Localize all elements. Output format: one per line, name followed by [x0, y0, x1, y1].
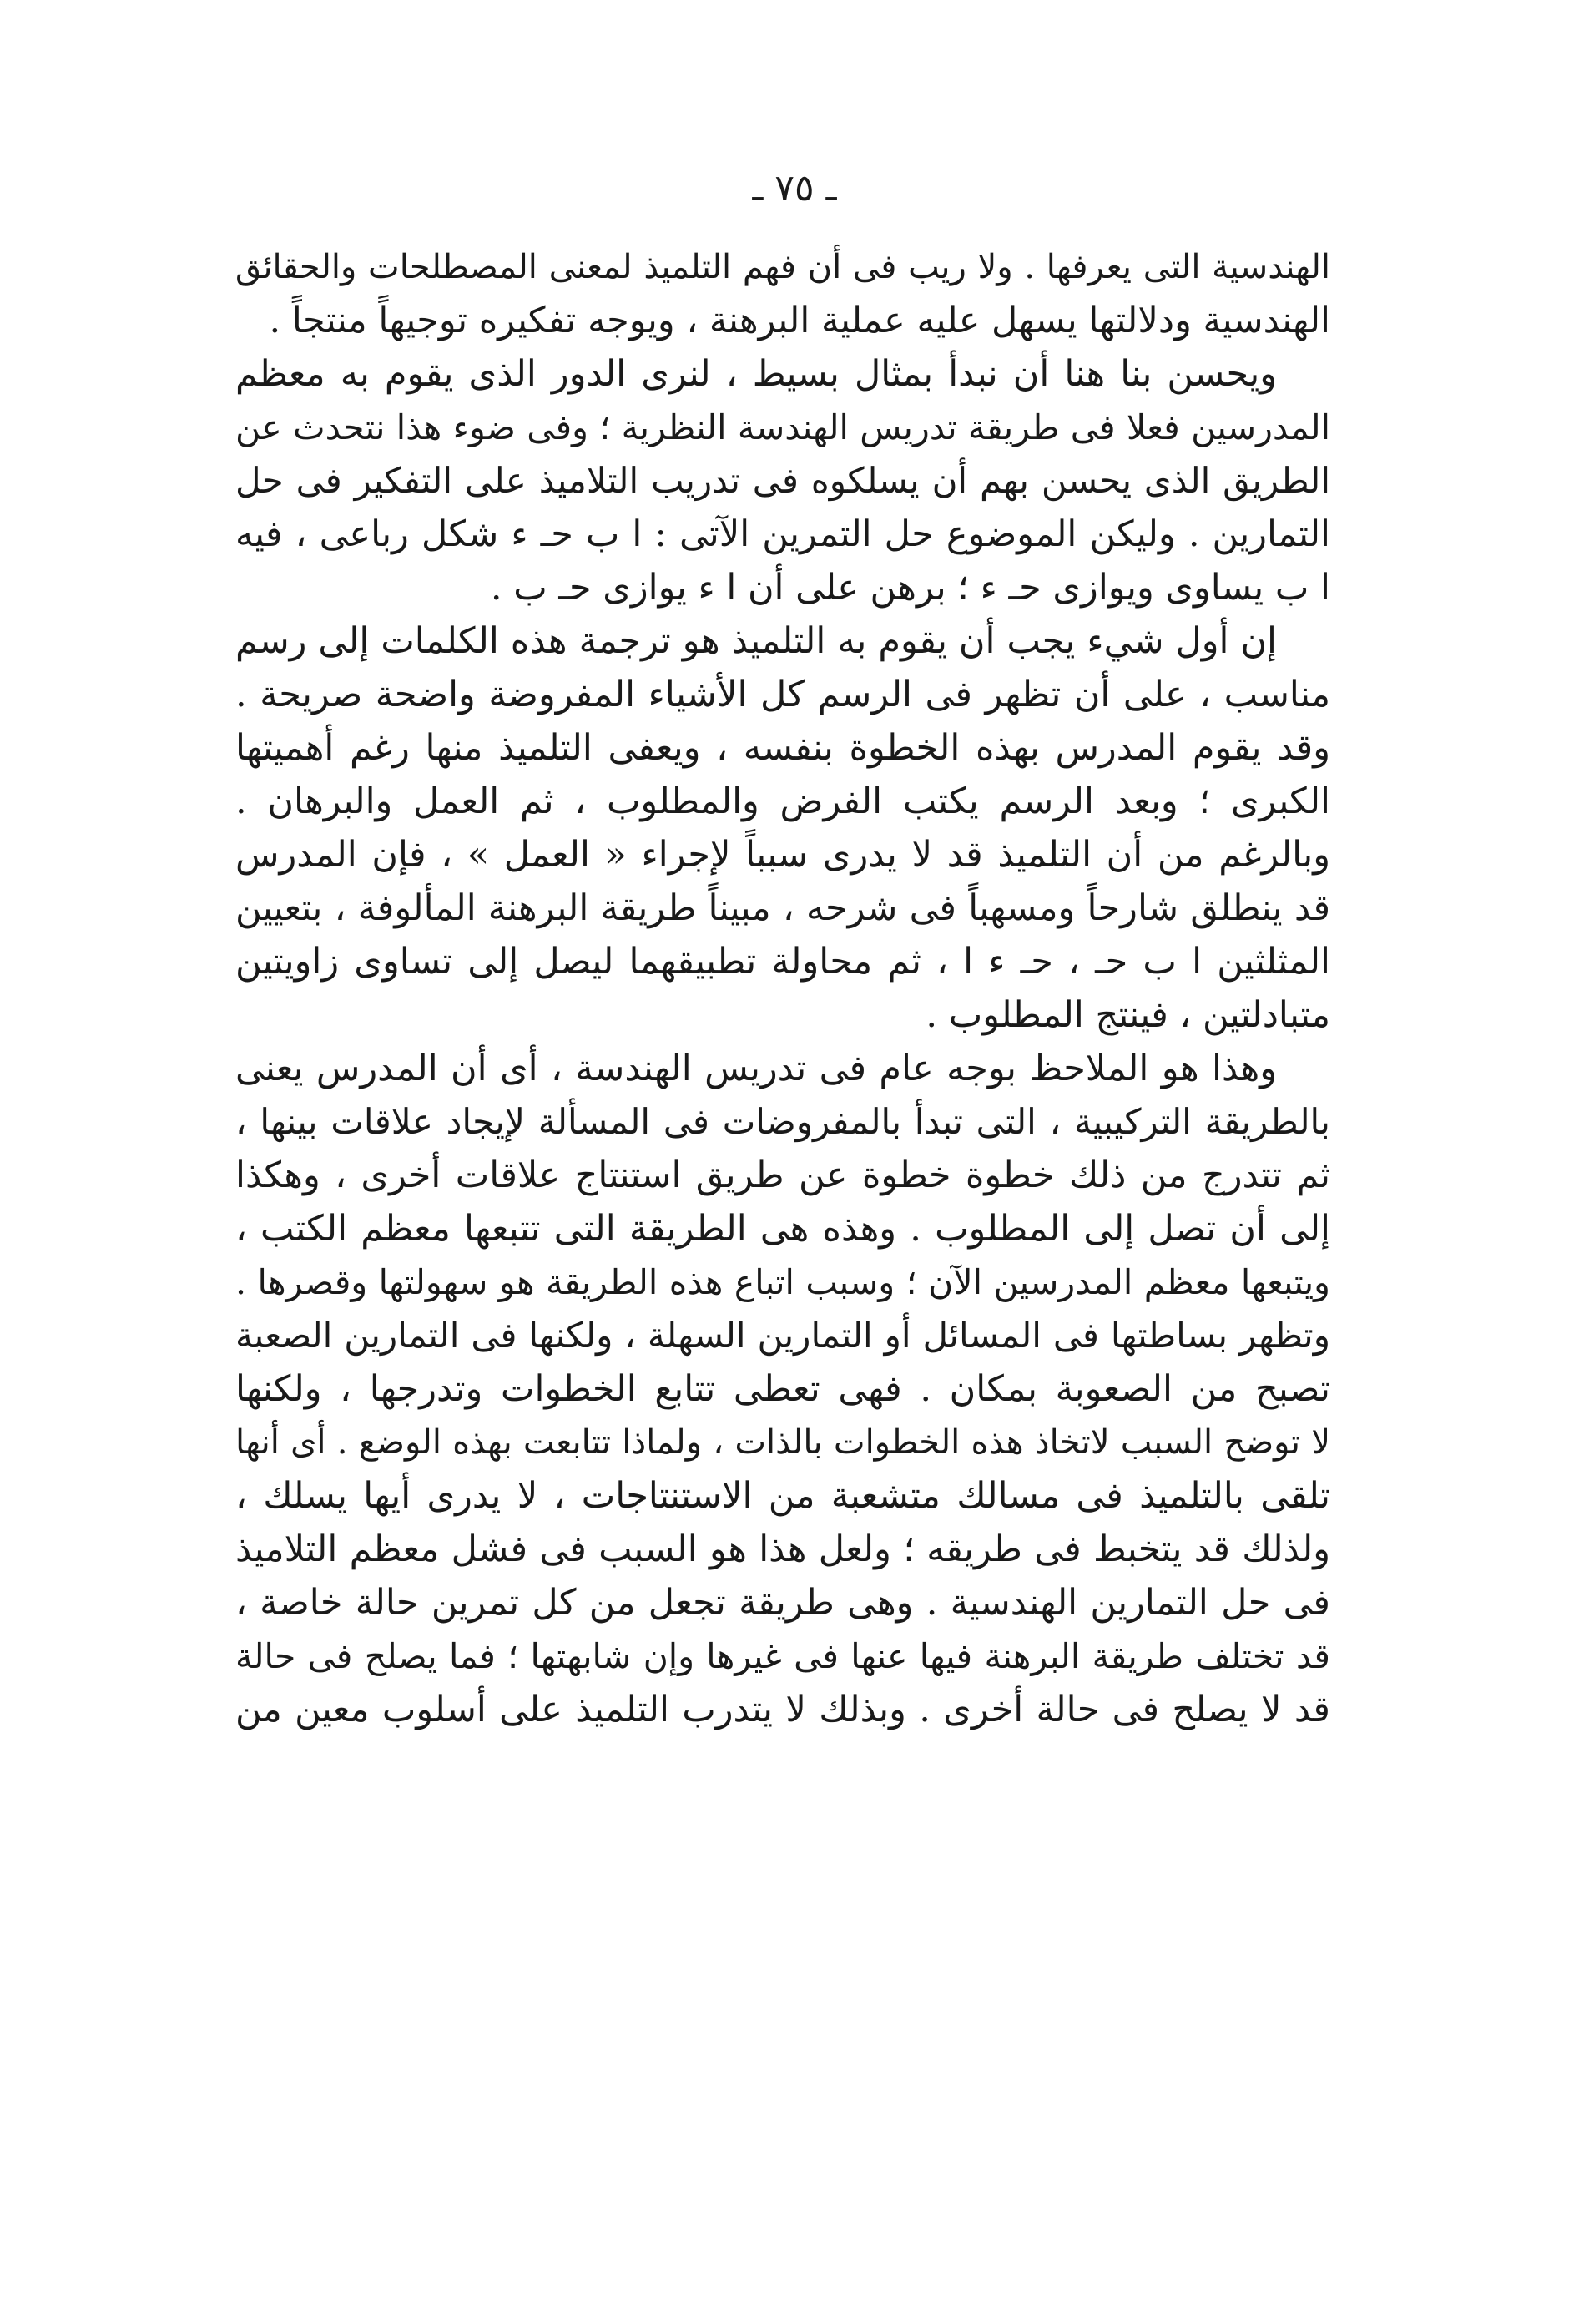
text-line: ويتبعها معظم المدرسين الآن ؛ وسبب اتباع هذه الطريقة هو سهولتها وقصرها .	[235, 1262, 1330, 1302]
text-line: بالطريقة التركيبية ، التى تبدأ بالمفروضات فى المسألة لإيجاد علاقات بينها ،	[235, 1101, 1330, 1142]
paragraph	[235, 240, 1330, 347]
text-line: المثلثين ا ب حـ ، حـ ء ا ، ثم محاولة تطبيقهما ليصل إلى تساوى زاويتين	[235, 941, 1330, 983]
text-line: إلى أن تصل إلى المطلوب . وهذه هى الطريقة التى تتبعها معظم الكتب ،	[235, 1208, 1330, 1250]
text-line: ا ب يساوى ويوازى حـ ء ؛ برهن على أن ا ء يوازى حـ ب .	[490, 567, 1330, 609]
paragraph	[235, 614, 1330, 1042]
text-line: وقد يقوم المدرس بهذه الخطوة بنفسه ، ويعفى التلميذ منها رغم أهميتها	[235, 727, 1330, 769]
text-line: متبادلتين ، فينتج المطلوب .	[926, 994, 1330, 1036]
text-line: تلقى بالتلميذ فى مسالك متشعبة من الاستنتاجات ، لا يدرى أيها يسلك ،	[235, 1475, 1330, 1517]
text-line: فى حل التمارين الهندسية . وهى طريقة تجعل من كل تمرين حالة خاصة ،	[235, 1582, 1330, 1624]
paragraph	[235, 347, 1330, 614]
text-line: ولذلك قد يتخبط فى طريقه ؛ ولعل هذا هو السبب فى فشل معظم التلاميذ	[235, 1528, 1330, 1570]
paragraph	[235, 1042, 1330, 1736]
text-line: الطريق الذى يحسن بهم أن يسلكوه فى تدريب التلاميذ على التفكير فى حل	[235, 460, 1330, 501]
text-line: إن أول شيء يجب أن يقوم به التلميذ هو ترجمة هذه الكلمات إلى رسم	[235, 620, 1277, 662]
text-line: وبالرغم من أن التلميذ قد لا يدرى سبباً لإجراء « العمل » ، فإن المدرس	[235, 834, 1330, 876]
page-number: ـ ٧٥ ـ	[752, 167, 837, 210]
text-line: الهندسية التى يعرفها . ولا ريب فى أن فهم التلميذ لمعنى المصطلحات والحقائق	[235, 248, 1330, 286]
text-line: قد تختلف طريقة البرهنة فيها عنها فى غيرها وإن شابهتها ؛ فما يصلح فى حالة	[235, 1636, 1330, 1676]
text-line: الكبرى ؛ وبعد الرسم يكتب الفرض والمطلوب ، ثم العمل والبرهان .	[235, 781, 1330, 822]
text-line: قد ينطلق شارحاً ومسهباً فى شرحه ، مبيناً طريقة البرهنة المألوفة ، بتعيين	[235, 887, 1330, 929]
text-line: التمارين . وليكن الموضوع حل التمرين الآتى : ا ب حـ ء شكل رباعى ، فيه	[235, 513, 1330, 555]
text-line: وهذا هو الملاحظ بوجه عام فى تدريس الهندسة ، أى أن المدرس يعنى	[235, 1048, 1277, 1089]
text-line: ويحسن بنا هنا أن نبدأ بمثال بسيط ، لنرى الدور الذى يقوم به معظم	[235, 353, 1277, 395]
text-line: المدرسين فعلا فى طريقة تدريس الهندسة النظرية ؛ وفى ضوء هذا نتحدث عن	[235, 407, 1330, 447]
text-line: وتظهر بساطتها فى المسائل أو التمارين السهلة ، ولكنها فى التمارين الصعبة	[235, 1315, 1330, 1356]
text-line: الهندسية ودلالتها يسهل عليه عملية البرهنة ، ويوجه تفكيره توجيهاً منتجاً .	[269, 300, 1330, 341]
text-line: تصبح من الصعوبة بمكان . فهى تعطى تتابع الخطوات وتدرجها ، ولكنها	[235, 1368, 1330, 1410]
text-line: مناسب ، على أن تظهر فى الرسم كل الأشياء المفروضة واضحة صريحة .	[235, 674, 1330, 715]
text-line: قد لا يصلح فى حالة أخرى . وبذلك لا يتدرب التلميذ على أسلوب معين من	[235, 1689, 1330, 1730]
text-line: ثم تتدرج من ذلك خطوة خطوة عن طريق استنتاج علاقات أخرى ، وهكذا	[235, 1154, 1330, 1196]
text-line: لا توضح السبب لاتخاذ هذه الخطوات بالذات ، ولماذا تتابعت بهذه الوضع . أى أنها	[235, 1423, 1330, 1462]
body-text	[235, 240, 1330, 1736]
